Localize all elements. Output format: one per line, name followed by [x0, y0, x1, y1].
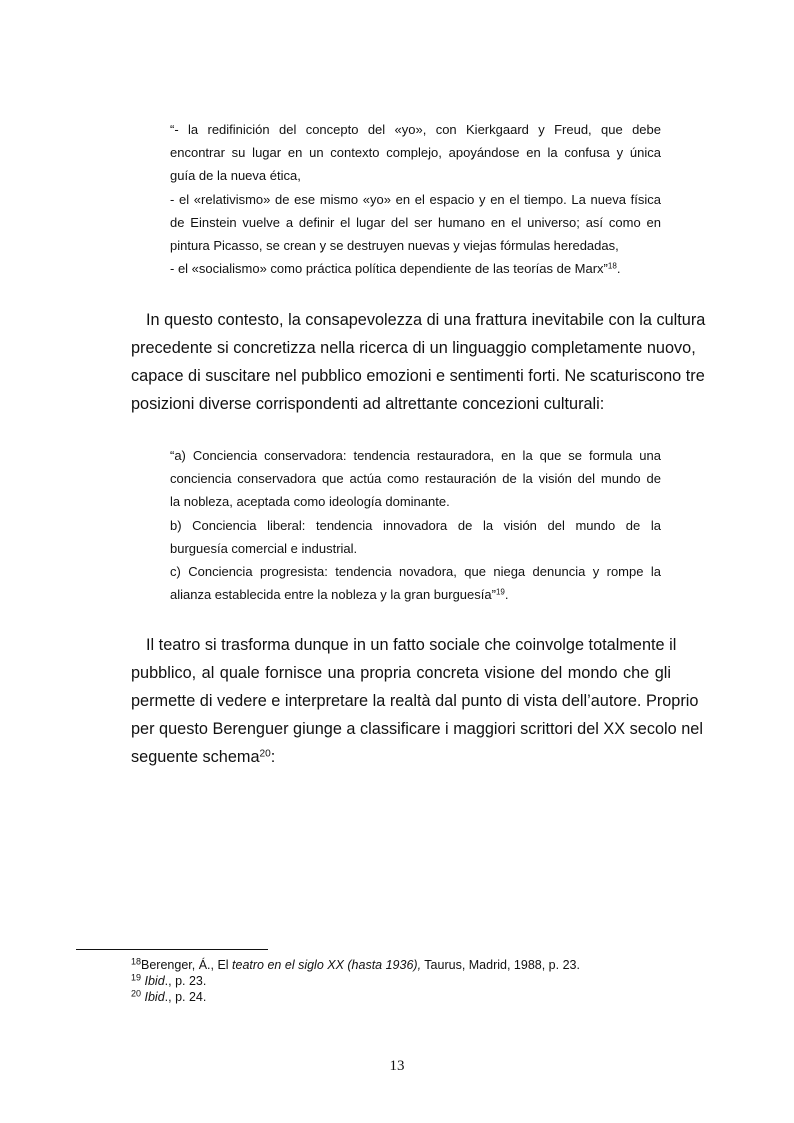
- footnote-19-number: 19: [131, 972, 142, 983]
- para2-line-1: Il teatro si trasforma dunque in un fatto sociale che coinvolge totalmente il: [146, 636, 677, 654]
- para2-end-punct: :: [270, 748, 276, 766]
- footnote-19-text-post: ., p. 23.: [164, 974, 207, 988]
- quote2-line-4: b) Conciencia liberal: tendencia innovadora de la visión del mundo de la: [170, 518, 661, 533]
- footnote-20-ibid: Ibid: [144, 990, 165, 1004]
- quote1-line-5: de Einstein vuelve a definir el lugar del ser humano en el universo; así como en: [170, 215, 661, 230]
- footnote-ref-19[interactable]: 19: [495, 587, 505, 597]
- footnote-19-ibid: Ibid: [144, 974, 165, 988]
- footnote-18-number: 18: [131, 956, 142, 967]
- footnote-19: [131, 974, 206, 988]
- quote2-line-7: [170, 587, 661, 602]
- quote1-line-7-text: - el «socialismo» como práctica política dependiente de las teorías de Marx”: [170, 261, 608, 276]
- footnote-18-title: teatro en el siglo XX (hasta 1936),: [232, 958, 422, 972]
- quote1-line-6: pintura Picasso, se crean y se destruyen nuevas y viejas fórmulas heredadas,: [170, 238, 619, 253]
- para1-line-4: posizioni diverse corrispondenti ad altrettante concezioni culturali:: [131, 395, 605, 413]
- footnote-18: [131, 958, 580, 972]
- quote2-line-7-text: alianza establecida entre la nobleza y la gran burguesía”: [170, 587, 496, 602]
- para2-line-5: [131, 748, 671, 767]
- footnote-20-text-post: ., p. 24.: [164, 990, 207, 1004]
- para1-line-2: precedente si concretizza nella ricerca di un linguaggio completamente nuovo,: [131, 339, 696, 357]
- quote1-end-punct: .: [616, 261, 621, 276]
- quote2-line-2: conciencia conservadora que actúa como restauración de la visión del mundo de: [170, 471, 661, 486]
- quote1-line-2: encontrar su lugar en un contexto complejo, apoyándose en la confusa y única: [170, 145, 661, 160]
- quote2-line-3: la nobleza, aceptada como ideología dominante.: [170, 494, 450, 509]
- quote1-line-4: - el «relativismo» de ese mismo «yo» en el espacio y en el tiempo. La nueva física: [170, 192, 661, 207]
- page-number: 13: [389, 1058, 405, 1074]
- para1-line-3: capace di suscitare nel pubblico emozioni e sentimenti forti. Ne scaturiscono tre: [131, 367, 705, 385]
- para1-line-1: In questo contesto, la consapevolezza di una frattura inevitabile con la cultura: [146, 311, 706, 329]
- footnote-18-text-post: Taurus, Madrid, 1988, p. 23.: [421, 958, 580, 972]
- quote2-line-5: burguesía comercial e industrial.: [170, 541, 358, 556]
- quote2-line-1: “a) Conciencia conservadora: tendencia restauradora, en la que se formula una: [170, 448, 661, 463]
- footnote-ref-18[interactable]: 18: [607, 261, 617, 271]
- para2-line-2: pubblico, al quale fornisce una propria concreta visione del mondo che gli: [131, 664, 671, 682]
- quote2-end-punct: .: [504, 587, 509, 602]
- para2-line-4: per questo Berenguer giunge a classificare i maggiori scrittori del XX secolo nel: [131, 720, 703, 738]
- footnote-separator: [76, 949, 268, 950]
- footnote-20: [131, 990, 206, 1004]
- footnote-ref-20[interactable]: 20: [259, 748, 271, 760]
- quote1-line-7: [170, 261, 661, 276]
- quote1-line-3: guía de la nueva ética,: [170, 168, 301, 183]
- quote1-line-1: “- la redifinición del concepto del «yo», con Kierkgaard y Freud, que debe: [170, 122, 661, 137]
- footnote-20-number: 20: [131, 988, 142, 999]
- para2-line-5-text: seguente schema: [131, 748, 260, 766]
- footnote-18-text-pre: Berenger, Á., El: [141, 958, 233, 972]
- quote2-line-6: c) Conciencia progresista: tendencia novadora, que niega denuncia y rompe la: [170, 564, 661, 579]
- para2-line-3: permette di vedere e interpretare la realtà dal punto di vista dell’autore. Proprio: [131, 692, 699, 710]
